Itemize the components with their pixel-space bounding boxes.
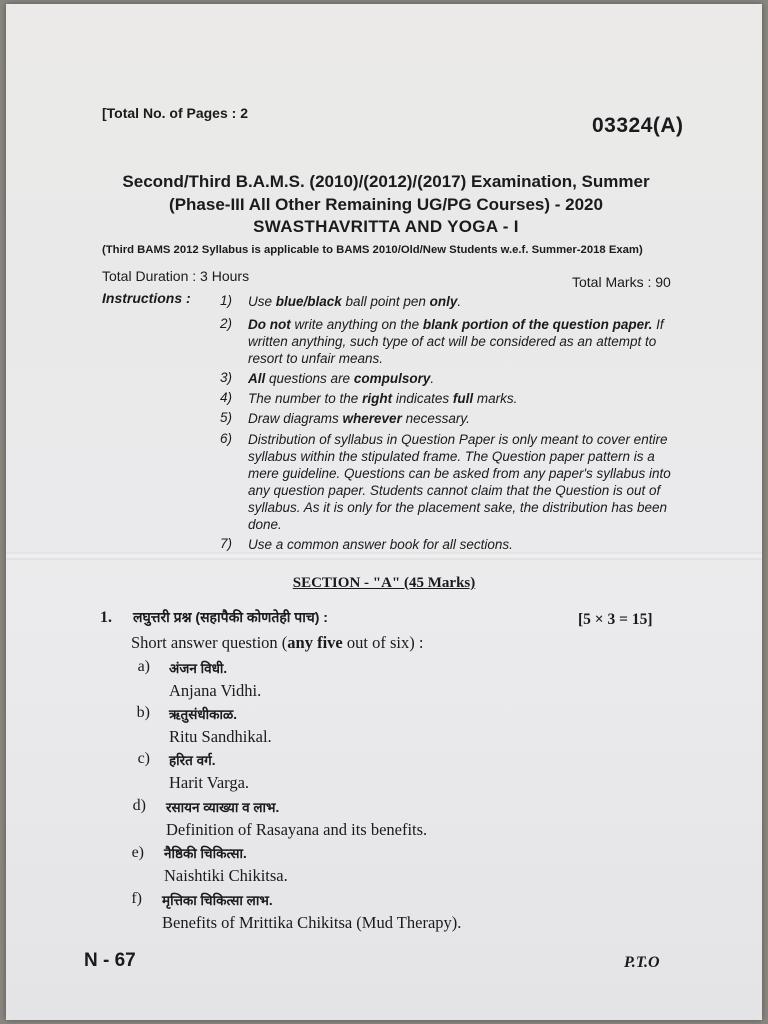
instruction-text: Draw diagrams bbox=[248, 411, 343, 426]
instruction-number: 1) bbox=[219, 293, 232, 308]
instruction-item bbox=[248, 390, 684, 407]
subquestion-hindi: अंजन विधी. bbox=[169, 661, 228, 676]
exam-title-line2: (Phase-III All Other Remaining UG/PG Courses) - 2020 bbox=[169, 195, 603, 214]
total-duration: Total Duration : 3 Hours bbox=[102, 268, 250, 284]
instruction-text: indicates bbox=[392, 391, 453, 406]
total-pages-label: [Total No. of Pages : 2 bbox=[102, 105, 248, 121]
subquestion-label: f) bbox=[131, 890, 142, 907]
syllabus-note: (Third BAMS 2012 Syllabus is applicable to BAMS 2010/Old/New Students w.e.f. Summer-2018 Exam) bbox=[102, 244, 643, 256]
exam-title-line1: Second/Third B.A.M.S. (2010)/(2012)/(2017) Examination, Summer bbox=[122, 172, 650, 191]
instruction-text: write anything on the bbox=[290, 317, 423, 332]
instruction-item bbox=[248, 370, 684, 387]
subquestion-hindi: ऋतुसंधीकाळ. bbox=[169, 707, 238, 722]
instruction-number: 5) bbox=[219, 410, 232, 425]
instruction-emphasis: compulsory bbox=[353, 371, 431, 386]
question-number: 1. bbox=[100, 609, 112, 626]
instruction-number: 2) bbox=[219, 316, 232, 331]
subquestion-label: d) bbox=[132, 797, 146, 814]
subquestion-english: Harit Varga. bbox=[169, 773, 250, 792]
subject-title: SWASTHAVRITTA AND YOGA - I bbox=[253, 217, 519, 236]
subquestion-label: c) bbox=[137, 750, 150, 767]
subquestion-hindi: मृत्तिका चिकित्सा लाभ. bbox=[162, 893, 273, 908]
instruction-item bbox=[248, 316, 684, 367]
subquestion-hindi: हरित वर्ग. bbox=[169, 753, 216, 768]
instruction-item bbox=[248, 431, 684, 533]
subquestion-english: Naishtiki Chikitsa. bbox=[164, 866, 288, 885]
instruction-emphasis: wherever bbox=[342, 411, 402, 426]
instruction-emphasis: blue/black bbox=[275, 294, 342, 309]
instruction-emphasis: blank portion of the question paper. bbox=[422, 317, 653, 332]
instruction-text: . bbox=[457, 294, 462, 309]
instruction-emphasis: Do not bbox=[248, 317, 291, 332]
instruction-text: marks. bbox=[473, 391, 518, 406]
instruction-number: 7) bbox=[219, 536, 232, 551]
total-marks: Total Marks : 90 bbox=[572, 274, 671, 290]
instruction-item bbox=[248, 536, 684, 553]
instruction-emphasis: All bbox=[248, 371, 266, 386]
instruction-number: 4) bbox=[219, 390, 232, 405]
pto-label: P.T.O bbox=[624, 954, 660, 971]
subquestion-label: a) bbox=[137, 658, 150, 675]
instruction-text: Use a common answer book for all sections. bbox=[248, 537, 513, 552]
paper-fold-line bbox=[6, 552, 762, 560]
section-heading: SECTION - "A" (45 Marks) bbox=[292, 575, 476, 591]
question-english-prompt bbox=[131, 633, 423, 653]
instruction-emphasis: full bbox=[452, 391, 474, 406]
instruction-text: ball point pen bbox=[341, 294, 430, 309]
question-emphasis: any five bbox=[287, 633, 343, 652]
instruction-emphasis: right bbox=[362, 391, 393, 406]
exam-paper-sheet bbox=[6, 4, 762, 1020]
question-hindi-prompt: लघुत्तरी प्रश्न (सहापैकी कोणतेही पाच) : bbox=[133, 609, 328, 625]
instruction-text: questions are bbox=[265, 371, 354, 386]
instruction-text: If written anything, such type of act will be considered as an attempt to resort to unfair means. bbox=[248, 317, 664, 366]
subquestion-hindi: नैष्ठिकी चिकित्सा. bbox=[164, 846, 247, 861]
instruction-emphasis: only bbox=[429, 294, 458, 309]
question-marks: [5 × 3 = 15] bbox=[578, 611, 653, 628]
instruction-number: 3) bbox=[219, 370, 232, 385]
instruction-text: The number to the bbox=[248, 391, 363, 406]
instruction-item bbox=[248, 410, 684, 427]
instructions-label: Instructions : bbox=[102, 290, 191, 306]
subquestion-label: b) bbox=[136, 704, 150, 721]
subquestion-english: Benefits of Mrittika Chikitsa (Mud Therapy). bbox=[162, 913, 462, 932]
instruction-text: Distribution of syllabus in Question Paper is only meant to cover entire syllabus within the stipulated frame. The Question paper pattern is a mere guideline. Questions can be asked from any paper's syllabus into any question paper. Students cannot claim that the Question is out of syllabus. As it is only for the placement sake, the distribution has been done. bbox=[248, 432, 671, 532]
instruction-item bbox=[248, 293, 684, 310]
question-text: Short answer question ( bbox=[131, 633, 288, 652]
subquestion-label: e) bbox=[131, 844, 144, 861]
question-text: out of six) : bbox=[342, 633, 424, 652]
instruction-number: 6) bbox=[219, 431, 232, 446]
instruction-text: Use bbox=[248, 294, 276, 309]
paper-series-code: N - 67 bbox=[84, 950, 136, 971]
paper-code: 03324(A) bbox=[592, 114, 684, 137]
subquestion-english: Definition of Rasayana and its benefits. bbox=[166, 820, 428, 839]
subquestion-english: Ritu Sandhikal. bbox=[169, 727, 272, 746]
instruction-text: . bbox=[430, 371, 435, 386]
subquestion-hindi: रसायन व्याख्या व लाभ. bbox=[166, 800, 280, 815]
instruction-text: necessary. bbox=[401, 411, 470, 426]
subquestion-english: Anjana Vidhi. bbox=[169, 681, 262, 700]
